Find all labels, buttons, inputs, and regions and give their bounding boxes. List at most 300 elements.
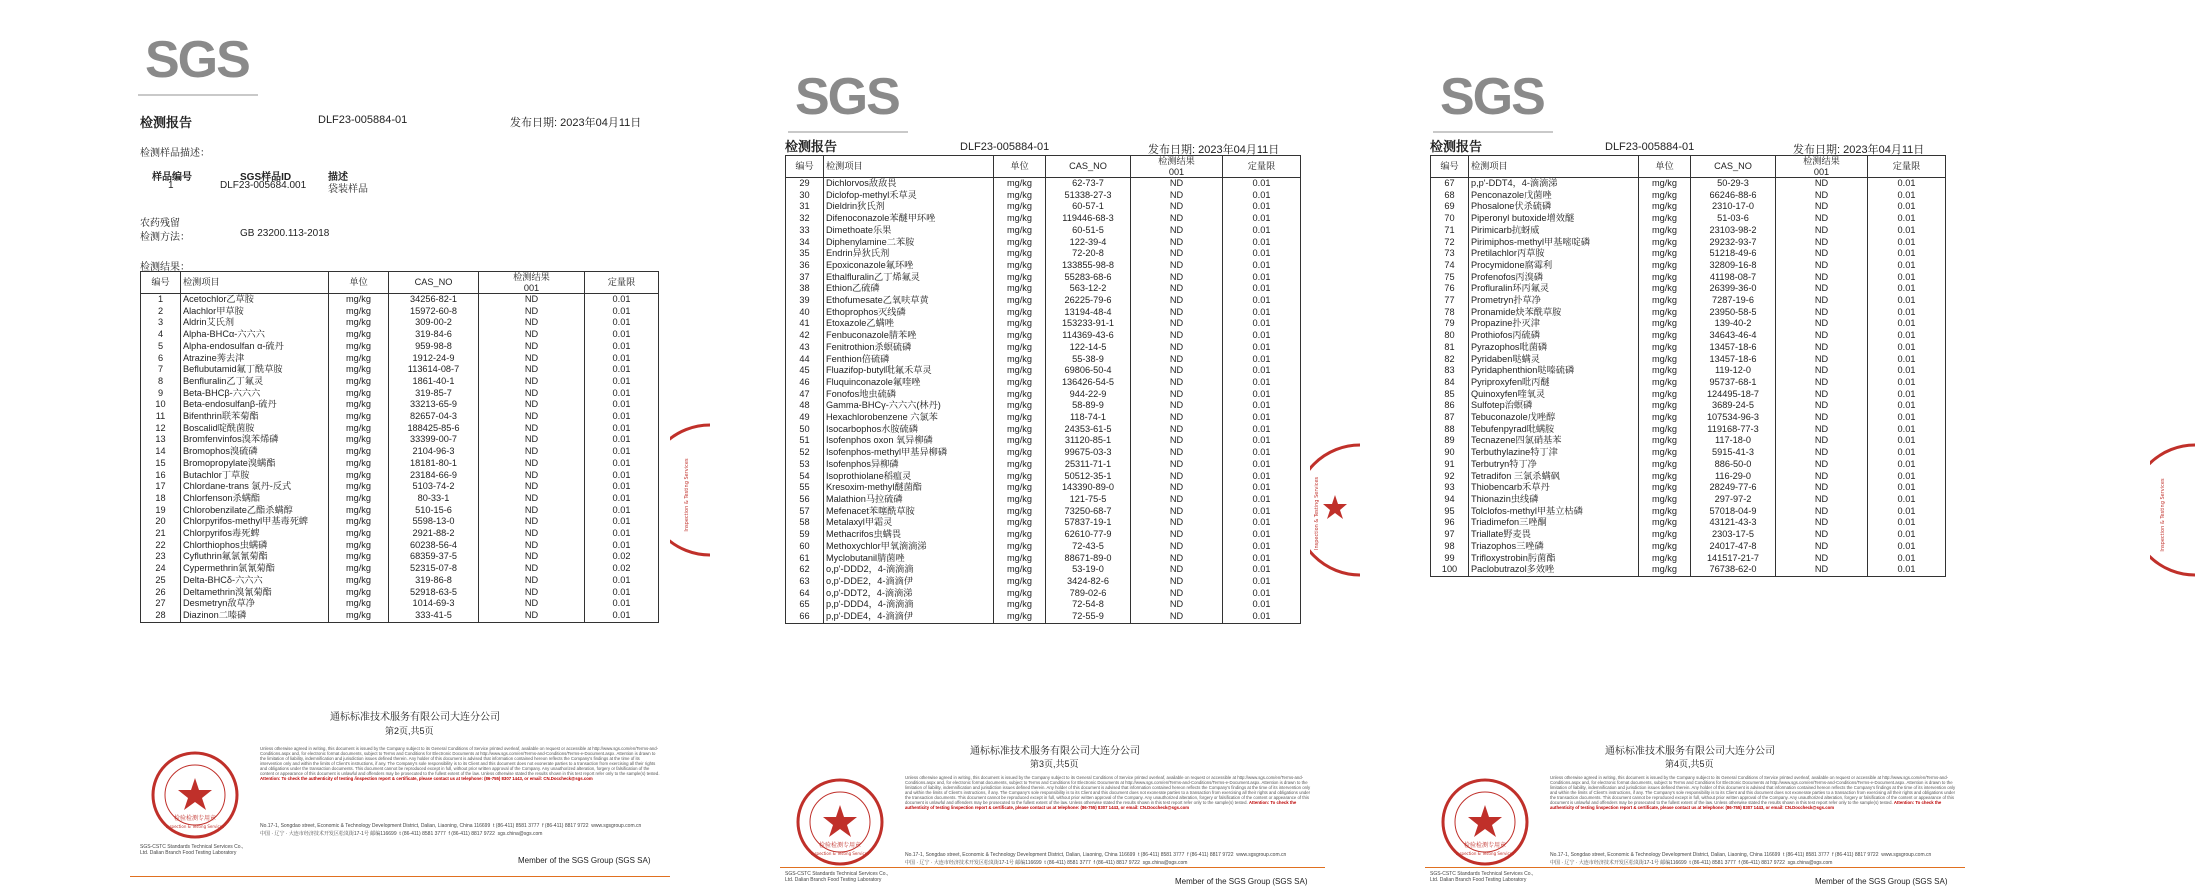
cell-result: ND — [1131, 178, 1223, 190]
cell-unit: mg/kg — [1639, 471, 1691, 483]
cell-no: 55 — [786, 482, 824, 494]
cell-no: 89 — [1431, 435, 1469, 447]
cell-cas: 51338-27-3 — [1046, 190, 1131, 202]
issue-date-label: 发布日期: — [510, 117, 558, 129]
cell-limit: 0.01 — [585, 587, 659, 599]
cell-cas: 13194-48-4 — [1046, 307, 1131, 319]
cell-limit: 0.01 — [1223, 424, 1301, 436]
tel-1: t (86-411) 8581 3777 — [493, 823, 540, 829]
table-row — [1431, 248, 1946, 260]
cell-item: Profluralin环丙氟灵 — [1469, 283, 1639, 295]
cell-no: 39 — [786, 295, 824, 307]
cell-unit: mg/kg — [329, 598, 389, 610]
stamp-text-en: Inspection & Testing Services — [165, 824, 225, 829]
footer-rule — [130, 876, 670, 877]
cell-cas: 124495-18-7 — [1691, 389, 1776, 401]
footer-page-number: 第4页,共5页 — [1665, 759, 1714, 769]
cell-result: ND — [479, 528, 585, 540]
table-row — [786, 389, 1301, 401]
table-row — [1431, 435, 1946, 447]
cell-no: 64 — [786, 588, 824, 600]
cell-unit: mg/kg — [1639, 506, 1691, 518]
cell-limit: 0.01 — [1868, 318, 1946, 330]
cell-cas: 319-85-7 — [389, 388, 479, 400]
cell-item: Tetradifon 三氯杀螨砜 — [1469, 471, 1639, 483]
cell-result: ND — [1131, 307, 1223, 319]
cell-limit: 0.01 — [1868, 459, 1946, 471]
cell-item: Myclobutanil腈菌唑 — [824, 553, 994, 565]
cell-no: 63 — [786, 576, 824, 588]
cell-unit: mg/kg — [1639, 178, 1691, 190]
cell-unit: mg/kg — [994, 190, 1046, 202]
col-no: 编号 — [141, 272, 181, 294]
table-row — [1431, 471, 1946, 483]
cell-cas: 52918-63-5 — [389, 587, 479, 599]
cell-result: ND — [479, 575, 585, 587]
postcode: 邮编116699 — [1015, 860, 1042, 866]
tel-1: t (86-411) 8581 3777 — [1783, 852, 1830, 858]
sgs-member: Member of the SGS Group (SGS SA) — [1815, 877, 1948, 886]
cell-item: Atrazine莠去津 — [181, 353, 329, 365]
sgs-member: Member of the SGS Group (SGS SA) — [1175, 877, 1308, 886]
cell-item: Triadimefon三唑酮 — [1469, 517, 1639, 529]
cell-item: Beta-BHCβ-六六六 — [181, 388, 329, 400]
cell-cas: 51218-49-6 — [1691, 248, 1776, 260]
table-row — [141, 528, 659, 540]
cell-cas: 24353-61-5 — [1046, 424, 1131, 436]
cell-no: 35 — [786, 248, 824, 260]
cell-no: 70 — [1431, 213, 1469, 225]
issue-date-label: 发布日期: — [1793, 144, 1841, 156]
cell-result: ND — [1131, 494, 1223, 506]
cell-item: Bifenthrin联苯菊酯 — [181, 411, 329, 423]
cell-item: Triazophos三唑磷 — [1469, 541, 1639, 553]
col-result-label: 检测结果 — [1803, 156, 1840, 166]
cell-item: Butachlor丁草胺 — [181, 470, 329, 482]
table-row — [786, 529, 1301, 541]
cell-cas: 309-00-2 — [389, 317, 479, 329]
cell-item: Alpha-BHCα-六六六 — [181, 329, 329, 341]
table-row — [786, 447, 1301, 459]
cell-cas: 52315-07-8 — [389, 563, 479, 575]
cell-limit: 0.01 — [585, 528, 659, 540]
cell-no: 15 — [141, 458, 181, 470]
cell-cas: 23184-66-9 — [389, 470, 479, 482]
table-row — [141, 317, 659, 329]
issue-date-value: 2023年04月11日 — [1198, 144, 1280, 156]
cell-item: Chlorobenzilate乙酯杀螨醇 — [181, 505, 329, 517]
table-row — [786, 412, 1301, 424]
cell-cas: 139-40-2 — [1691, 318, 1776, 330]
results-label: 检测结果： — [140, 262, 190, 273]
cell-limit: 0.01 — [1223, 541, 1301, 553]
cell-no: 71 — [1431, 225, 1469, 237]
sgs-member: Member of the SGS Group (SGS SA) — [518, 856, 651, 865]
table-row — [786, 260, 1301, 272]
cell-unit: mg/kg — [329, 575, 389, 587]
cell-limit: 0.01 — [1223, 365, 1301, 377]
cell-limit: 0.01 — [1868, 283, 1946, 295]
table-row — [786, 564, 1301, 576]
cell-limit: 0.01 — [585, 446, 659, 458]
cell-limit: 0.01 — [1868, 377, 1946, 389]
tel-1: t (86-411) 8581 3777 — [1138, 852, 1185, 858]
cell-limit: 0.01 — [1223, 506, 1301, 518]
table-row — [141, 306, 659, 318]
cell-limit: 0.01 — [1868, 412, 1946, 424]
cell-no: 7 — [141, 364, 181, 376]
cell-unit: mg/kg — [994, 354, 1046, 366]
table-row — [1431, 377, 1946, 389]
stamp-text-cn: 检验检测专用章 — [1463, 842, 1507, 849]
cell-limit: 0.01 — [1868, 295, 1946, 307]
cell-no: 93 — [1431, 482, 1469, 494]
cell-cas: 60238-56-4 — [389, 540, 479, 552]
cell-item: Fluquinconazole氟喹唑 — [824, 377, 994, 389]
cell-no: 12 — [141, 423, 181, 435]
legal-disclaimer — [905, 775, 1315, 810]
cell-cas: 136426-54-5 — [1046, 377, 1131, 389]
cell-cas: 13457-18-6 — [1691, 354, 1776, 366]
table-row — [786, 354, 1301, 366]
cell-no: 82 — [1431, 354, 1469, 366]
cell-limit: 0.01 — [1868, 342, 1946, 354]
cell-item: Piperonyl butoxide增效醚 — [1469, 213, 1639, 225]
cell-no: 76 — [1431, 283, 1469, 295]
table-row — [141, 434, 659, 446]
footer-page-number: 第2页,共5页 — [385, 726, 434, 736]
cell-limit: 0.01 — [585, 598, 659, 610]
table-row — [786, 342, 1301, 354]
cell-cas: 107534-96-3 — [1691, 412, 1776, 424]
cell-limit: 0.01 — [585, 353, 659, 365]
cell-no: 28 — [141, 610, 181, 622]
table-row — [141, 341, 659, 353]
table-row — [786, 541, 1301, 553]
cell-limit: 0.01 — [1868, 541, 1946, 553]
table-row — [1431, 295, 1946, 307]
cell-limit: 0.01 — [1223, 260, 1301, 272]
table-row — [141, 388, 659, 400]
cell-unit: mg/kg — [994, 365, 1046, 377]
cell-limit: 0.01 — [1868, 482, 1946, 494]
cell-cas: 57018-04-9 — [1691, 506, 1776, 518]
cell-cas: 959-98-8 — [389, 341, 479, 353]
footer-page-number: 第3页,共5页 — [1030, 759, 1079, 769]
cell-result: ND — [1131, 506, 1223, 518]
cell-unit: mg/kg — [329, 493, 389, 505]
cell-result: ND — [479, 423, 585, 435]
table-row — [1431, 365, 1946, 377]
cell-cas: 886-50-0 — [1691, 459, 1776, 471]
cell-result: ND — [479, 411, 585, 423]
cell-no: 67 — [1431, 178, 1469, 190]
web: www.sgsgroup.com.cn — [1881, 852, 1932, 858]
cell-item: Pronamide炔苯酰草胺 — [1469, 307, 1639, 319]
cell-limit: 0.01 — [1868, 564, 1946, 576]
cell-no: 33 — [786, 225, 824, 237]
cell-unit: mg/kg — [1639, 482, 1691, 494]
results-table-header — [786, 156, 1301, 178]
cell-result: ND — [479, 306, 585, 318]
cell-result: ND — [1776, 190, 1868, 202]
cell-limit: 0.01 — [1868, 435, 1946, 447]
cell-no: 74 — [1431, 260, 1469, 272]
cell-unit: mg/kg — [329, 294, 389, 306]
cell-cas: 121-75-5 — [1046, 494, 1131, 506]
table-row — [141, 563, 659, 575]
cell-limit: 0.01 — [1223, 354, 1301, 366]
col-limit: 定量限 — [1223, 156, 1301, 178]
table-row — [786, 553, 1301, 565]
cell-result: ND — [479, 399, 585, 411]
cell-result: ND — [1776, 213, 1868, 225]
cell-item: Pirimiphos-methyl甲基嘧啶磷 — [1469, 237, 1639, 249]
cell-cas: 333-41-5 — [389, 610, 479, 622]
cell-result: ND — [1776, 178, 1868, 190]
report-title: 检测报告 — [140, 115, 193, 130]
col-item: 检测项目 — [1469, 156, 1639, 178]
cell-item: o,p'-DDT2，4-滴滴涕 — [824, 588, 994, 600]
side-seal-3-text: Inspection & Testing Services — [2160, 478, 2166, 552]
cell-cas: 34256-82-1 — [389, 294, 479, 306]
cell-cas: 297-97-2 — [1691, 494, 1776, 506]
legal-disclaimer — [1550, 775, 1960, 810]
cell-no: 10 — [141, 399, 181, 411]
cell-cas: 2303-17-5 — [1691, 529, 1776, 541]
cell-cas: 23103-98-2 — [1691, 225, 1776, 237]
cell-no: 75 — [1431, 272, 1469, 284]
issue-date — [510, 114, 641, 130]
table-row — [786, 517, 1301, 529]
cell-limit: 0.01 — [1868, 201, 1946, 213]
table-row — [1431, 447, 1946, 459]
cell-item: Chlorfenson杀螨酯 — [181, 493, 329, 505]
cell-unit: mg/kg — [994, 564, 1046, 576]
cell-unit: mg/kg — [994, 283, 1046, 295]
inspection-stamp — [795, 777, 885, 867]
cell-unit: mg/kg — [994, 576, 1046, 588]
cell-limit: 0.01 — [1223, 225, 1301, 237]
cell-unit: mg/kg — [329, 563, 389, 575]
fax-1: f (86-411) 8817 9722 — [1832, 852, 1879, 858]
cell-cas: 60-57-1 — [1046, 201, 1131, 213]
cell-item: p,p'-DDD4，4-滴滴滴 — [824, 599, 994, 611]
address-block — [905, 851, 1286, 867]
cell-item: p,p'-DDE4，4-滴滴伊 — [824, 611, 994, 623]
table-row — [786, 330, 1301, 342]
sample-row-desc: 袋装样品 — [328, 184, 368, 195]
cell-unit: mg/kg — [994, 342, 1046, 354]
cell-limit: 0.01 — [1223, 576, 1301, 588]
seal-star-icon — [1323, 495, 1347, 519]
table-row — [786, 213, 1301, 225]
cell-unit: mg/kg — [329, 341, 389, 353]
cell-result: ND — [479, 329, 585, 341]
table-row — [786, 225, 1301, 237]
cell-unit: mg/kg — [329, 516, 389, 528]
cell-no: 65 — [786, 599, 824, 611]
address-block — [260, 822, 641, 838]
cell-result: ND — [1131, 459, 1223, 471]
tel-2: t (86-411) 8581 3777 — [1689, 860, 1736, 866]
cell-limit: 0.01 — [585, 411, 659, 423]
cell-cas: 116-29-0 — [1691, 471, 1776, 483]
cell-cas: 122-39-4 — [1046, 237, 1131, 249]
cell-no: 3 — [141, 317, 181, 329]
cell-result: ND — [1776, 307, 1868, 319]
cell-cas: 57837-19-1 — [1046, 517, 1131, 529]
cell-item: Pyridaben哒螨灵 — [1469, 354, 1639, 366]
table-row — [1431, 225, 1946, 237]
cell-item: Boscalid啶酰菌胺 — [181, 423, 329, 435]
cell-limit: 0.01 — [585, 294, 659, 306]
cell-cas: 55283-68-6 — [1046, 272, 1131, 284]
cell-cas: 33213-65-9 — [389, 399, 479, 411]
cell-cas: 62-73-7 — [1046, 178, 1131, 190]
fax-2: f (86-411) 8817 9722 — [448, 831, 495, 837]
stamp-text-en: Inspection & Testing Services — [810, 851, 870, 856]
lab-name: SGS-CSTC Standards Technical Services Co., Ltd. Dalian Branch Food Testing Laboratory — [1430, 871, 1534, 883]
cell-no: 30 — [786, 190, 824, 202]
table-row — [786, 248, 1301, 260]
cell-no: 50 — [786, 424, 824, 436]
cell-no: 16 — [141, 470, 181, 482]
cell-result: ND — [1776, 435, 1868, 447]
address-cn: 中国 · 辽宁 · 大连市经济技术开发区松岚街17-1号 — [905, 860, 1014, 866]
cell-limit: 0.01 — [1223, 389, 1301, 401]
side-seal-2 — [1310, 440, 1360, 580]
col-cas: CAS_NO — [389, 272, 479, 294]
sample-col-id: SGS样品ID — [240, 172, 292, 183]
cell-limit: 0.01 — [1868, 529, 1946, 541]
cell-unit: mg/kg — [1639, 283, 1691, 295]
side-seal-2-text: Inspection & Testing Services — [1314, 476, 1320, 550]
cell-result: ND — [1776, 260, 1868, 272]
table-row — [1431, 517, 1946, 529]
cell-cas: 5103-74-2 — [389, 481, 479, 493]
cell-cas: 29232-93-7 — [1691, 237, 1776, 249]
cell-no: 24 — [141, 563, 181, 575]
email: sgs.china@sgs.com — [1142, 860, 1188, 866]
cell-no: 43 — [786, 342, 824, 354]
cell-item: Beta-endosulfanβ-硫丹 — [181, 399, 329, 411]
table-row — [786, 283, 1301, 295]
cell-item: Fenbuconazole腈苯唑 — [824, 330, 994, 342]
cell-cas: 114369-43-6 — [1046, 330, 1131, 342]
cell-no: 88 — [1431, 424, 1469, 436]
cell-no: 40 — [786, 307, 824, 319]
cell-unit: mg/kg — [1639, 318, 1691, 330]
cell-result: ND — [1776, 553, 1868, 565]
cell-result: ND — [1776, 482, 1868, 494]
cell-no: 53 — [786, 459, 824, 471]
cell-unit: mg/kg — [994, 213, 1046, 225]
table-row — [1431, 424, 1946, 436]
cell-no: 57 — [786, 506, 824, 518]
results-table-header — [141, 272, 659, 294]
cell-no: 31 — [786, 201, 824, 213]
cell-result: ND — [1131, 342, 1223, 354]
cell-result: ND — [1131, 213, 1223, 225]
col-unit: 单位 — [1639, 156, 1691, 178]
cell-cas: 43121-43-3 — [1691, 517, 1776, 529]
table-row — [1431, 307, 1946, 319]
report-page-2 — [130, 18, 692, 868]
table-row — [1431, 459, 1946, 471]
cell-cas: 68359-37-5 — [389, 551, 479, 563]
table-row — [1431, 318, 1946, 330]
email: sgs.china@sgs.com — [497, 831, 543, 837]
table-row — [141, 481, 659, 493]
table-row — [1431, 529, 1946, 541]
cell-unit: mg/kg — [329, 329, 389, 341]
cell-result: ND — [1776, 529, 1868, 541]
table-row — [1431, 213, 1946, 225]
cell-unit: mg/kg — [1639, 365, 1691, 377]
issue-date-value: 2023年04月11日 — [560, 117, 642, 129]
cell-no: 20 — [141, 516, 181, 528]
cell-cas: 76738-62-0 — [1691, 564, 1776, 576]
cell-unit: mg/kg — [1639, 529, 1691, 541]
cell-item: Diphenylamine二苯胺 — [824, 237, 994, 249]
cell-cas: 1912-24-9 — [389, 353, 479, 365]
cell-no: 96 — [1431, 517, 1469, 529]
cell-unit: mg/kg — [994, 529, 1046, 541]
cell-cas: 119-12-0 — [1691, 365, 1776, 377]
cell-result: ND — [1776, 389, 1868, 401]
cell-limit: 0.01 — [585, 470, 659, 482]
cell-limit: 0.01 — [1223, 377, 1301, 389]
table-row — [141, 493, 659, 505]
cell-item: Isofenphos oxon 氧异柳磷 — [824, 435, 994, 447]
cell-unit: mg/kg — [994, 471, 1046, 483]
cell-item: Prothiofos丙硫磷 — [1469, 330, 1639, 342]
results-table-header — [1431, 156, 1946, 178]
cell-cas: 510-15-6 — [389, 505, 479, 517]
cell-limit: 0.01 — [1223, 459, 1301, 471]
cell-no: 90 — [1431, 447, 1469, 459]
cell-limit: 0.01 — [585, 399, 659, 411]
cell-no: 46 — [786, 377, 824, 389]
table-row — [1431, 260, 1946, 272]
cell-no: 85 — [1431, 389, 1469, 401]
cell-cas: 55-38-9 — [1046, 354, 1131, 366]
cell-no: 18 — [141, 493, 181, 505]
cell-no: 81 — [1431, 342, 1469, 354]
cell-result: ND — [1776, 248, 1868, 260]
cell-unit: mg/kg — [329, 528, 389, 540]
table-row — [1431, 482, 1946, 494]
cell-no: 99 — [1431, 553, 1469, 565]
table-row — [1431, 506, 1946, 518]
cell-item: Profenofos丙溴磷 — [1469, 272, 1639, 284]
cell-item: Cypermethrin氯氰菊酯 — [181, 563, 329, 575]
cell-result: ND — [1776, 471, 1868, 483]
cell-item: Dieldrin狄氏剂 — [824, 201, 994, 213]
residue-label: 农药残留 — [140, 218, 180, 229]
cell-cas: 31120-85-1 — [1046, 435, 1131, 447]
cell-limit: 0.01 — [1868, 307, 1946, 319]
cell-item: Phosalone伏杀硫磷 — [1469, 201, 1639, 213]
cell-limit: 0.01 — [1223, 295, 1301, 307]
cell-no: 6 — [141, 353, 181, 365]
cell-item: Alachlor甲草胺 — [181, 306, 329, 318]
cell-no: 83 — [1431, 365, 1469, 377]
report-page-3 — [780, 55, 1345, 893]
cell-result: ND — [1776, 424, 1868, 436]
cell-no: 69 — [1431, 201, 1469, 213]
